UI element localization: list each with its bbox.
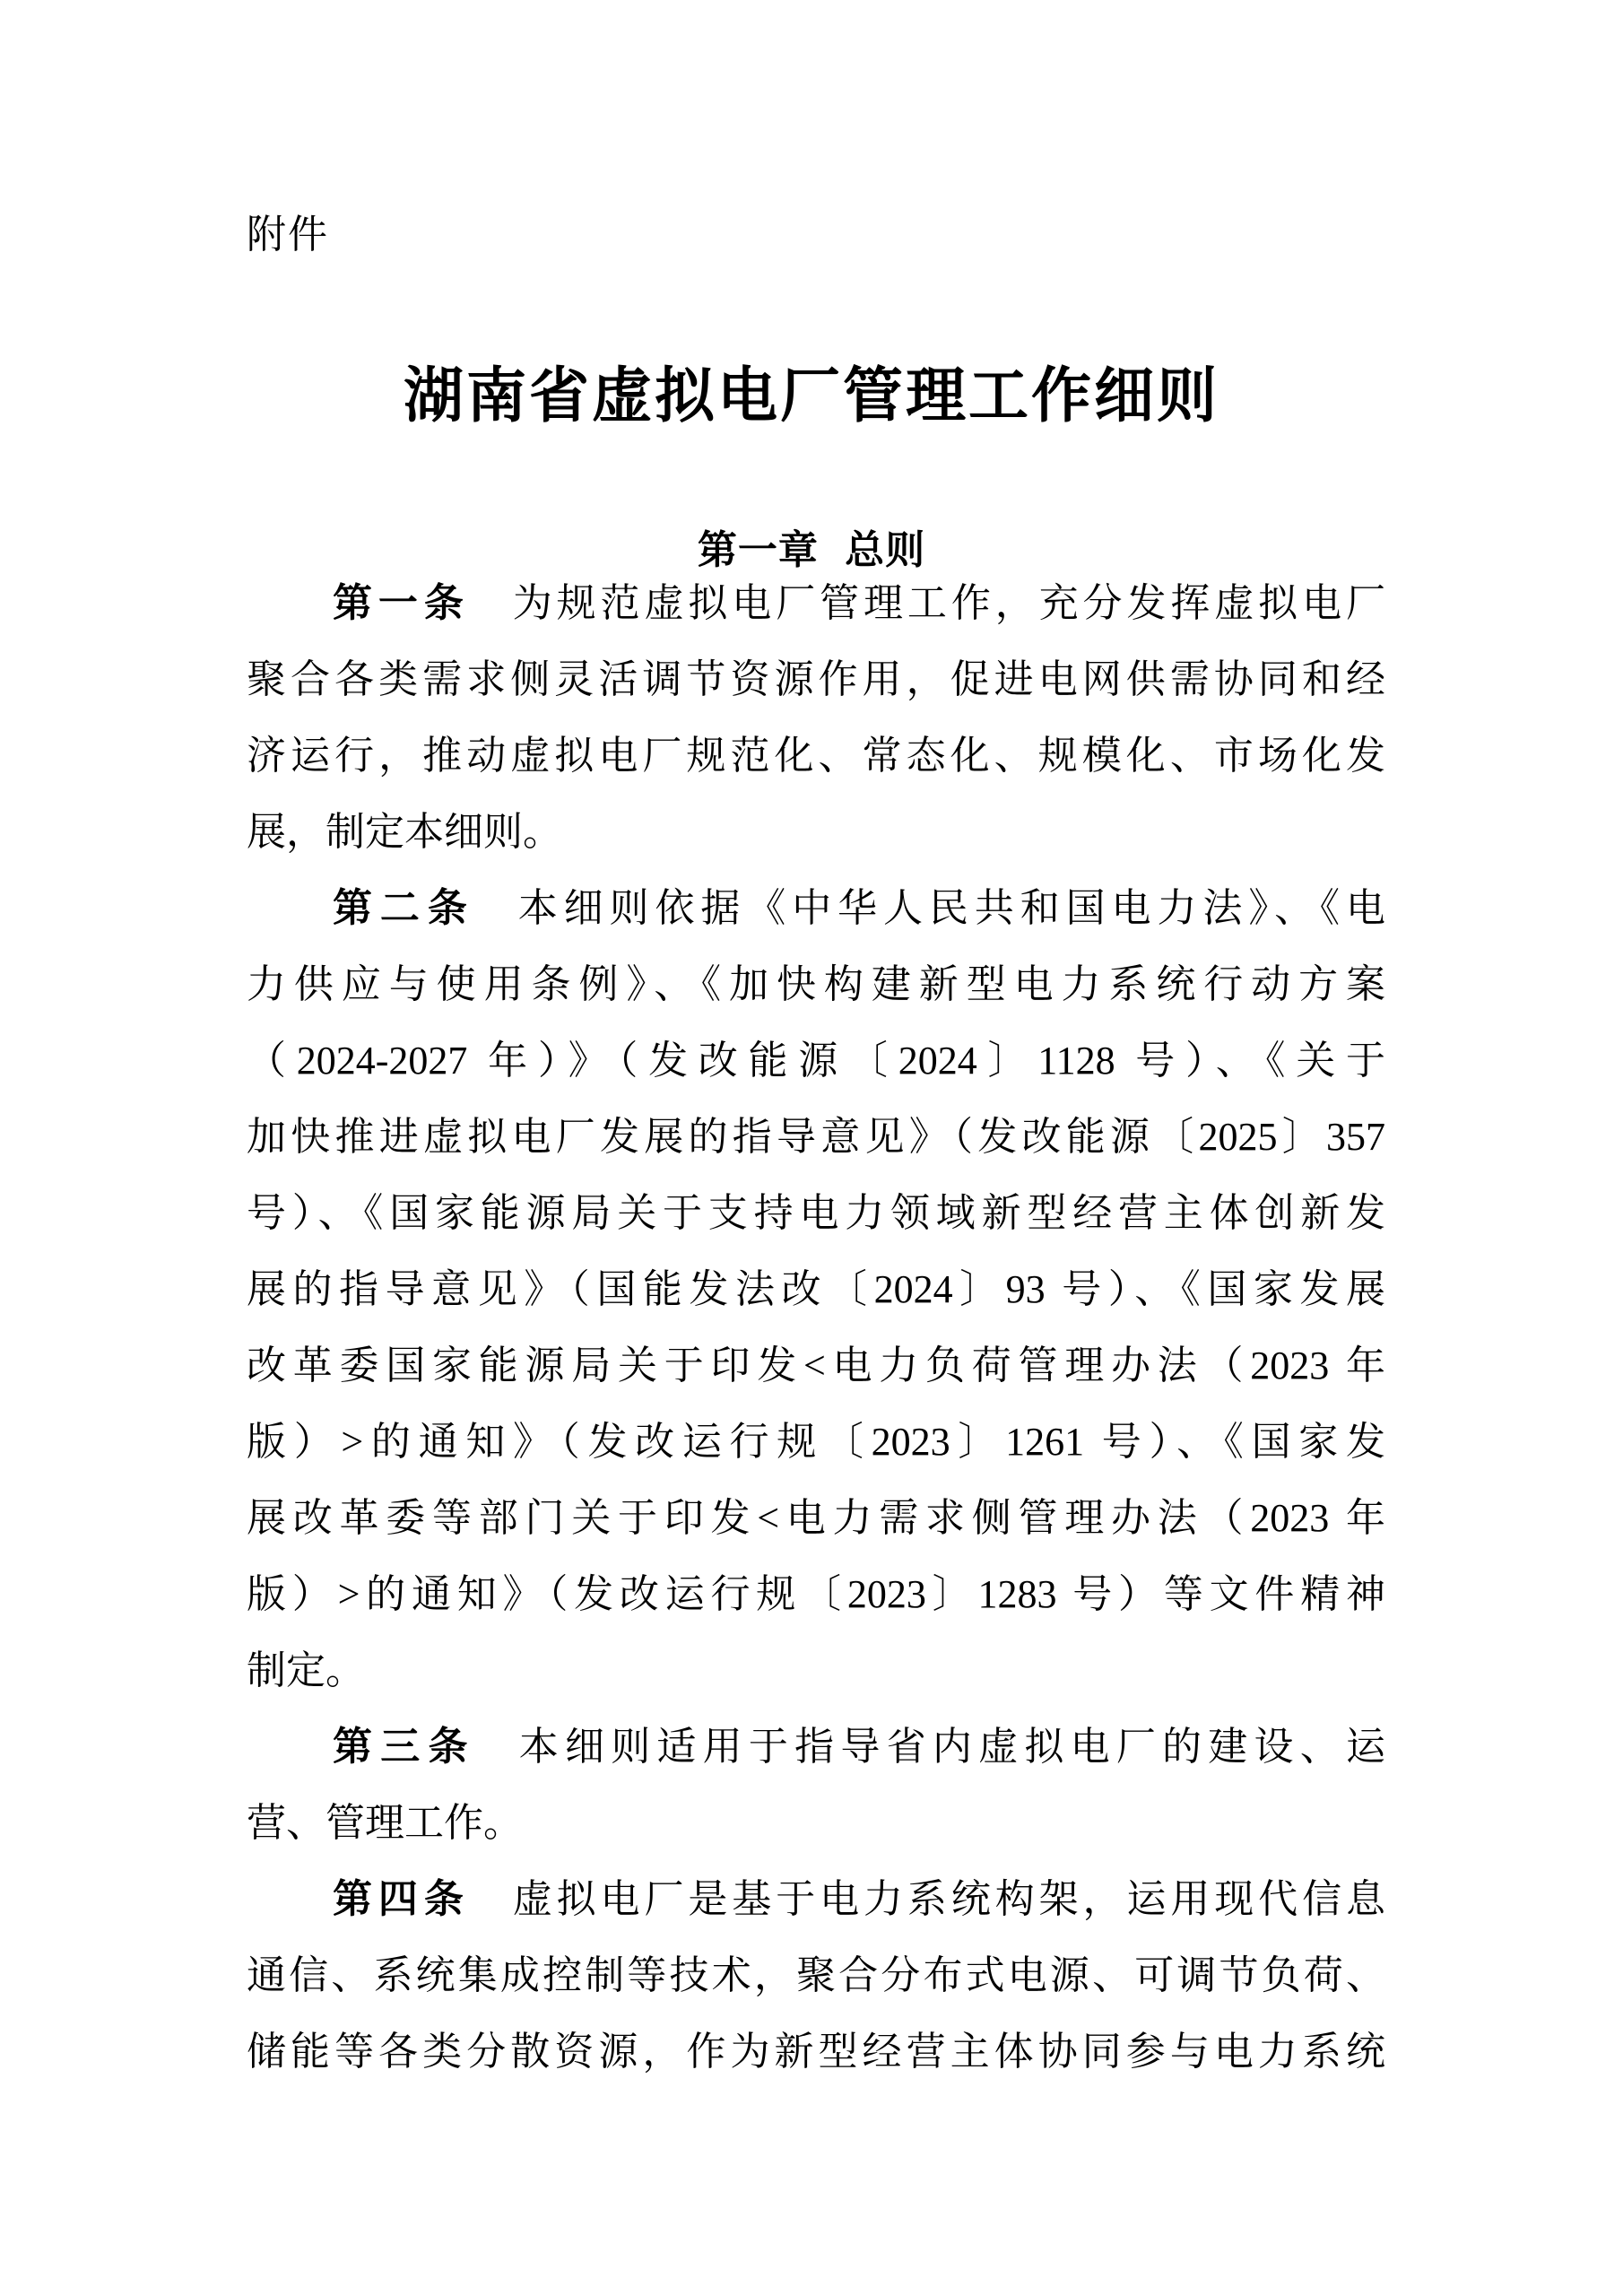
text-line: 第一条 为规范虚拟电厂管理工作，充分发挥虚拟电厂 [333,581,1385,625]
article-number: 第一条 [333,581,470,625]
text-line: 第三条 本细则适用于指导省内虚拟电厂的建设、运 [333,1725,1385,1769]
document-title: 湖南省虚拟电厂管理工作细则 [404,361,1219,430]
text-line: （2024-2027 年）》（发改能源〔2024〕1128 号）、《关于 [247,1039,1385,1083]
attachment-label: 附件 [247,213,329,257]
text-line: 第四条 虚拟电厂是基于电力系统构架，运用现代信息 [333,1877,1385,1921]
text-line: 第二条 本细则依据《中华人民共和国电力法》、《电 [333,886,1385,930]
document-body [247,565,1385,2090]
text-line: 展改革委等部门关于印发<电力需求侧管理办法（2023 年 [247,1496,1385,1540]
article-number: 第四条 [333,1877,470,1921]
text-line: 储能等各类分散资源，作为新型经营主体协同参与电力系统 [247,2030,1385,2074]
text-line: 营、管理工作。 [247,1801,523,1845]
text-line: 版）>的通知》（发改运行规〔2023〕1261 号）、《国家发 [247,1420,1385,1464]
text-line: 力供应与使用条例》、《加快构建新型电力系统行动方案 [247,962,1385,1006]
text-line: 改革委国家能源局关于印发<电力负荷管理办法（2023 年 [247,1344,1385,1387]
article-number: 第二条 [333,886,475,930]
chapter-heading: 第一章 总则 [697,527,926,572]
text-line: 通信、系统集成控制等技术，聚合分布式电源、可调节负荷、 [247,1953,1385,1997]
text-line: 制定。 [247,1648,365,1692]
text-line: 号）、《国家能源局关于支持电力领域新型经营主体创新发 [247,1191,1385,1235]
article-number: 第三条 [333,1725,476,1769]
text-line: 展的指导意见》（国能发法改〔2024〕93 号）、《国家发展 [247,1267,1385,1311]
text-line: 版）>的通知》（发改运行规〔2023〕1283 号）等文件精神 [247,1572,1385,1616]
text-line: 济运行，推动虚拟电厂规范化、常态化、规模化、市场化发 [247,734,1385,778]
text-line: 聚合各类需求侧灵活调节资源作用，促进电网供需协同和经 [247,657,1385,701]
text-line: 展，制定本细则。 [247,810,562,854]
text-line: 加快推进虚拟电厂发展的指导意见》（发改能源〔2025〕357 [247,1115,1385,1159]
